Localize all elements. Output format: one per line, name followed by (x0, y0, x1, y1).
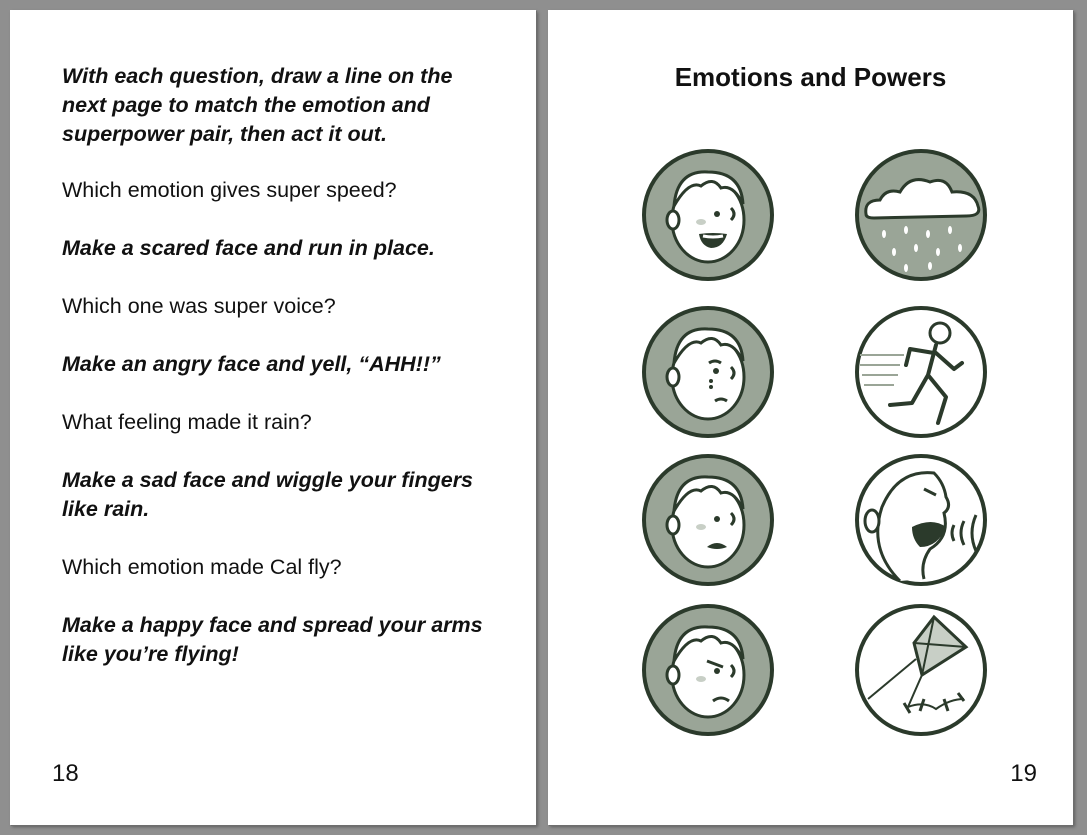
sad-face-icon (641, 305, 775, 439)
instruction-2: Make an angry face and yell, “AHH!!” (62, 352, 441, 376)
question-1: Which emotion gives super speed? (62, 178, 397, 202)
instruction-3: Make a sad face and wiggle your fingers like rain. (62, 468, 474, 521)
angry-face-icon (641, 603, 775, 737)
question-3: What feeling made it rain? (62, 410, 312, 434)
kite-icon (854, 603, 988, 737)
rain-cloud-icon (854, 148, 988, 282)
scared-face-icon (641, 453, 775, 587)
page-number-right: 19 (1010, 760, 1037, 787)
page-number-left: 18 (52, 760, 79, 787)
yelling-face-icon (854, 453, 988, 587)
question-4: Which emotion made Cal fly? (62, 555, 342, 579)
left-page (10, 10, 536, 825)
instruction-4: Make a happy face and spread your arms like you’re flying! (62, 613, 483, 666)
question-2: Which one was super voice? (62, 294, 336, 318)
right-page (548, 10, 1073, 825)
happy-face-icon (641, 148, 775, 282)
intro-instruction: With each question, draw a line on the next page to match the emotion and superpower pair, then act it out. (62, 64, 453, 146)
instruction-1: Make a scared face and run in place. (62, 236, 435, 260)
page-title: Emotions and Powers (674, 62, 947, 92)
running-man-icon (854, 305, 988, 439)
